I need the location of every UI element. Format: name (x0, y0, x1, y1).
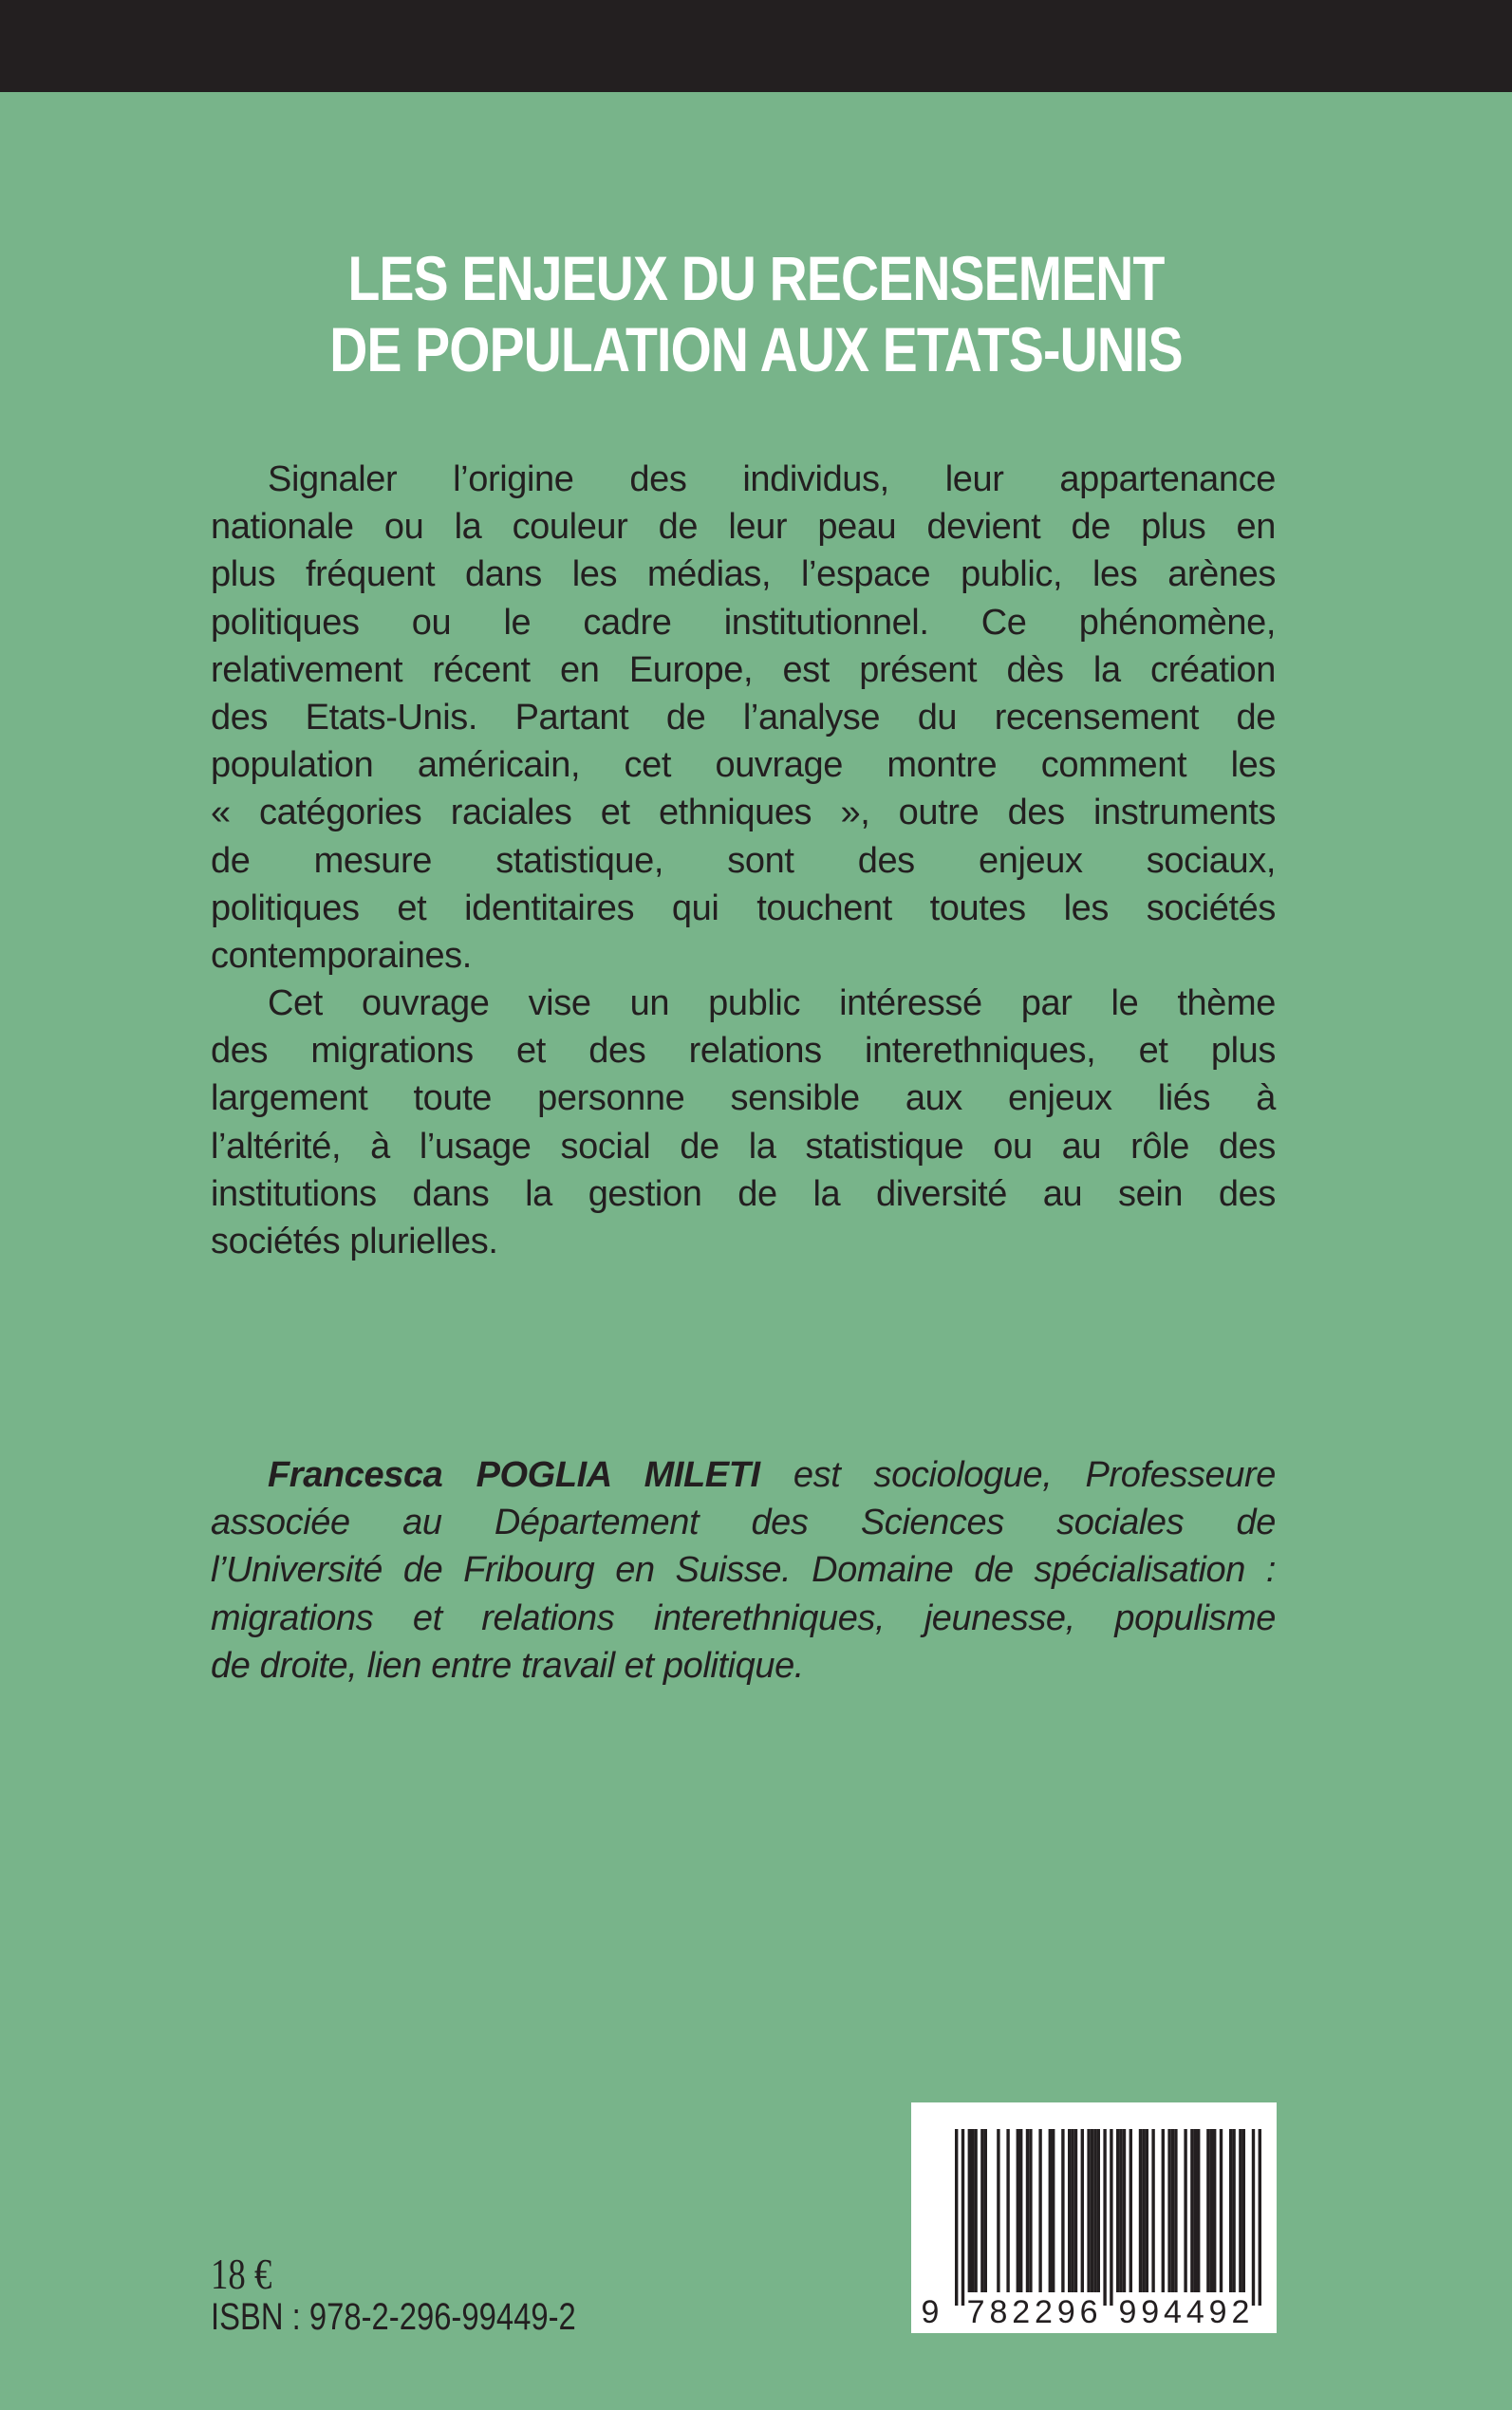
barcode-digit: 4 (1164, 2294, 1182, 2330)
barcode-bar (1093, 2129, 1096, 2292)
barcode-bar (1061, 2129, 1064, 2292)
barcode-bar (1174, 2129, 1177, 2292)
barcode-bar (1110, 2129, 1112, 2306)
title-line-1: LES ENJEUX DU RECENSEMENT (347, 243, 1165, 313)
barcode-bar (1259, 2129, 1261, 2306)
barcode-bar (1019, 2129, 1022, 2292)
barcode-bar (1162, 2129, 1165, 2292)
barcode-bar (1081, 2129, 1084, 2292)
barcode-bar (1252, 2129, 1255, 2306)
barcode-bar (971, 2129, 974, 2292)
barcode-bar (1197, 2129, 1200, 2292)
barcode-bar (1146, 2129, 1148, 2292)
barcode-bar (1123, 2129, 1126, 2292)
blurb-line: Signaler l’origine des individus, leur appartenance (268, 459, 1276, 499)
barcode-bar (961, 2129, 964, 2306)
book-title (0, 243, 1512, 385)
barcode-bar (974, 2129, 977, 2292)
barcode-bar (1017, 2129, 1019, 2292)
barcode-bar (955, 2129, 958, 2306)
blurb-line: politiques ou le cadre institutionnel. Ce phénomène, (211, 602, 1276, 643)
barcode-bar (1210, 2129, 1213, 2292)
bio-line (211, 1451, 1276, 1499)
blurb-line: plus fréquent dans les médias, l’espace public, les arènes (211, 554, 1276, 595)
barcode-digit: 9 (1056, 2294, 1075, 2330)
barcode-bar (1190, 2129, 1193, 2292)
barcode-digit: 2 (1231, 2294, 1250, 2330)
barcode-bar (1239, 2129, 1241, 2292)
barcode-digit: 9 (921, 2294, 940, 2330)
blurb (211, 456, 1276, 1265)
author-bio (211, 1451, 1276, 1690)
blurb-line: l’altérité, à l’usage social de la statistique ou au rôle des (211, 1126, 1276, 1167)
barcode-digit: 9 (1208, 2294, 1227, 2330)
barcode-digit: 7 (966, 2294, 985, 2330)
barcode-bar (1097, 2129, 1100, 2292)
bio-line: migrations et relations interethniques, jeunesse, populisme (211, 1597, 1276, 1638)
barcode-bar (1171, 2129, 1174, 2292)
bio-text: est sociologue, Professeure (759, 1455, 1277, 1495)
blurb-line: de mesure statistique, sont des enjeux sociaux, (211, 840, 1276, 881)
barcode-bar (1142, 2129, 1145, 2292)
blurb-line: population américain, cet ouvrage montre comment les (211, 745, 1276, 786)
barcode-bar (1006, 2129, 1009, 2292)
blurb-line: largement toute personne sensible aux enjeux liés à (211, 1078, 1276, 1119)
blurb-line: sociétés plurielles. (211, 1222, 498, 1261)
barcode-bar (1151, 2129, 1154, 2292)
top-band (0, 0, 1512, 92)
barcode-digit: 6 (1079, 2294, 1098, 2330)
barcode-bar (968, 2129, 971, 2292)
barcode-bar (1087, 2129, 1090, 2292)
barcode-bar (1091, 2129, 1093, 2292)
barcode-bar (1038, 2129, 1041, 2292)
blurb-line: Cet ouvrage vise un public intéressé par le thème (268, 983, 1276, 1024)
barcode-bar (1220, 2129, 1223, 2292)
blurb-line: des migrations et des relations interethniques, et plus (211, 1031, 1276, 1072)
bio-line: l’Université de Fribourg en Suisse. Domaine de spécialisation : (211, 1550, 1276, 1591)
blurb-line: « catégories raciales et ethniques », outre des instruments (211, 793, 1276, 833)
barcode-bar (1206, 2129, 1209, 2292)
blurb-line: institutions dans la gestion de la diversité au sein des (211, 1173, 1276, 1214)
barcode-digit: 9 (1118, 2294, 1137, 2330)
barcode (911, 2102, 1277, 2333)
barcode-bar (997, 2129, 999, 2292)
barcode-bar (1242, 2129, 1245, 2292)
barcode-bar (1026, 2129, 1029, 2292)
blurb-line: politiques et identitaires qui touchent toutes les sociétés (211, 887, 1276, 928)
barcode-bar (1116, 2129, 1119, 2292)
barcode-bar (1119, 2129, 1122, 2292)
barcode-bar (1068, 2129, 1071, 2292)
barcode-digit: 8 (989, 2294, 1008, 2330)
blurb-line: contemporaines. (211, 935, 472, 976)
author-name: Francesca POGLIA MILETI (268, 1455, 760, 1495)
barcode-digit: 2 (1012, 2294, 1031, 2330)
barcode-bar (1232, 2129, 1235, 2292)
blurb-line: relativement récent en Europe, est présent dès la création (211, 649, 1276, 690)
barcode-bar (1052, 2129, 1055, 2292)
barcode-bar (1071, 2129, 1073, 2292)
barcode-digit: 9 (1141, 2294, 1160, 2330)
blurb-line: des Etats-Unis. Partant de l’analyse du recensement de (211, 697, 1276, 738)
barcode-digit: 2 (1035, 2294, 1053, 2330)
title-line-2: DE POPULATION AUX ETATS-UNIS (329, 314, 1183, 384)
barcode-bar (1129, 2129, 1132, 2292)
barcode-bar (1229, 2129, 1232, 2292)
barcode-bar (1167, 2129, 1170, 2292)
blurb-line: nationale ou la couleur de leur peau devient de plus en (211, 507, 1276, 548)
barcode-bar (1029, 2129, 1032, 2292)
barcode-bars (911, 2102, 1277, 2333)
barcode-bar (1194, 2129, 1197, 2292)
price: 18 € (211, 2250, 272, 2298)
barcode-bar (1049, 2129, 1052, 2292)
barcode-bar (1139, 2129, 1142, 2292)
bio-line: associée au Département des Sciences sociales de (211, 1503, 1276, 1543)
bio-line: de droite, lien entre travail et politique. (211, 1645, 804, 1686)
barcode-bar (1213, 2129, 1216, 2292)
barcode-bar (984, 2129, 987, 2292)
barcode-bar (1103, 2129, 1106, 2306)
barcode-bar (980, 2129, 983, 2292)
isbn: ISBN : 978-2-296-99449-2 (211, 2296, 576, 2338)
barcode-bar (1184, 2129, 1186, 2292)
barcode-digit: 4 (1185, 2294, 1204, 2330)
barcode-bar (1074, 2129, 1077, 2292)
